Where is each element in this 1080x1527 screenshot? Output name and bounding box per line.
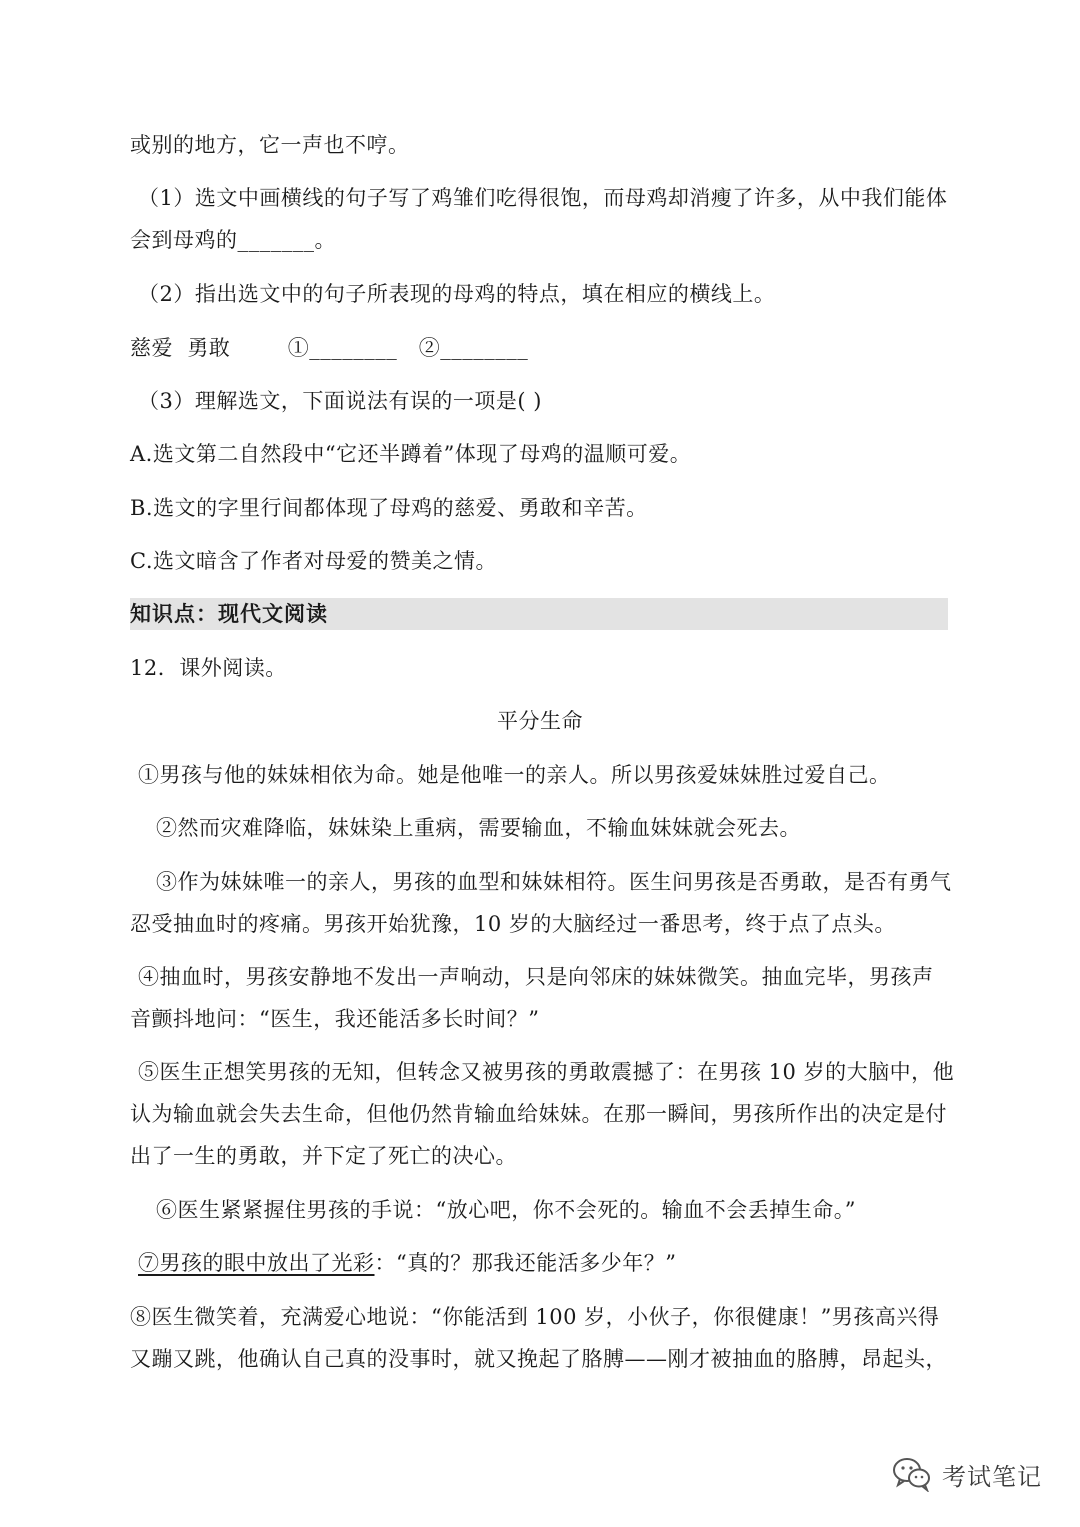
knowledge-point-bar xyxy=(130,598,948,630)
paragraph-1: ①男孩与他的妹妹相依为命。她是他唯一的亲人。所以男孩爱妹妹胜过爱自己。 xyxy=(138,763,891,787)
wechat-icon xyxy=(892,1456,932,1492)
watermark xyxy=(892,1452,1042,1496)
paragraph-3: ③作为妹妹唯一的亲人，男孩的血型和妹妹相符。医生问男孩是否勇敢，是否有勇气 xyxy=(156,870,952,894)
question-1-continued: 会到母鸡的_______。 xyxy=(130,228,336,252)
question-2: （2）指出选文中的句子所表现的母鸡的特点，填在相应的横线上。 xyxy=(138,282,776,306)
paragraph-7-rest: ：“真的？那我还能活多少年？” xyxy=(374,1251,677,1275)
paragraph-7 xyxy=(138,1248,676,1278)
question-12-heading: 12．课外阅读。 xyxy=(130,656,287,680)
watermark-text: 考试笔记 xyxy=(942,1462,1042,1491)
paragraph-8-continued: 又蹦又跳，他确认自己真的没事时，就又挽起了胳膊——刚才被抽血的胳膊，昂起头， xyxy=(130,1347,947,1371)
paragraph-5-line-2: 认为输血就会失去生命，但他仍然肯输血给妹妹。在那一瞬间，男孩所作出的决定是付 xyxy=(130,1102,947,1126)
passage-line: 或别的地方，它一声也不哼。 xyxy=(130,133,410,157)
paragraph-5: ⑤医生正想笑男孩的无知，但转念又被男孩的勇敢震撼了：在男孩 10 岁的大脑中，他 xyxy=(138,1060,955,1084)
paragraph-2: ②然而灾难降临，妹妹染上重病，需要输血，不输血妹妹就会死去。 xyxy=(156,816,801,840)
paragraph-3-continued: 忍受抽血时的疼痛。男孩开始犹豫，10 岁的大脑经过一番思考，终于点了点头。 xyxy=(130,912,896,936)
paragraph-6: ⑥医生紧紧握住男孩的手说：“放心吧，你不会死的。输血不会丢掉生命。” xyxy=(156,1198,856,1222)
paragraph-4-continued: 音颤抖地问：“医生，我还能活多长时间？” xyxy=(130,1007,540,1031)
question-3: （3）理解选文，下面说法有误的一项是( ) xyxy=(138,389,542,413)
question-1: （1）选文中画横线的句子写了鸡雏们吃得很饱，而母鸡却消瘦了许多，从中我们能体 xyxy=(138,186,948,210)
paragraph-8: ⑧医生微笑着，充满爱心地说：“你能活到 100 岁，小伙子，你很健康！”男孩高兴得 xyxy=(130,1305,940,1329)
paragraph-4: ④抽血时，男孩安静地不发出一声响动，只是向邻床的妹妹微笑。抽血完毕，男孩声 xyxy=(138,965,934,989)
article-title: 平分生命 xyxy=(497,709,583,733)
knowledge-point-label: 知识点：现代文阅读 xyxy=(130,602,328,626)
paragraph-5-line-3: 出了一生的勇敢，并下定了死亡的决心。 xyxy=(130,1144,517,1168)
option-b: B.选文的字里行间都体现了母鸡的慈爱、勇敢和辛苦。 xyxy=(130,496,648,520)
option-a: A.选文第二自然段中“它还半蹲着”体现了母鸡的温顺可爱。 xyxy=(130,442,692,466)
option-c: C.选文暗含了作者对母爱的赞美之情。 xyxy=(130,549,497,573)
underlined-sentence: ⑦男孩的眼中放出了光彩 xyxy=(138,1251,375,1275)
question-2-blanks: 慈爱 勇敢 ①________ ②________ xyxy=(130,336,529,360)
